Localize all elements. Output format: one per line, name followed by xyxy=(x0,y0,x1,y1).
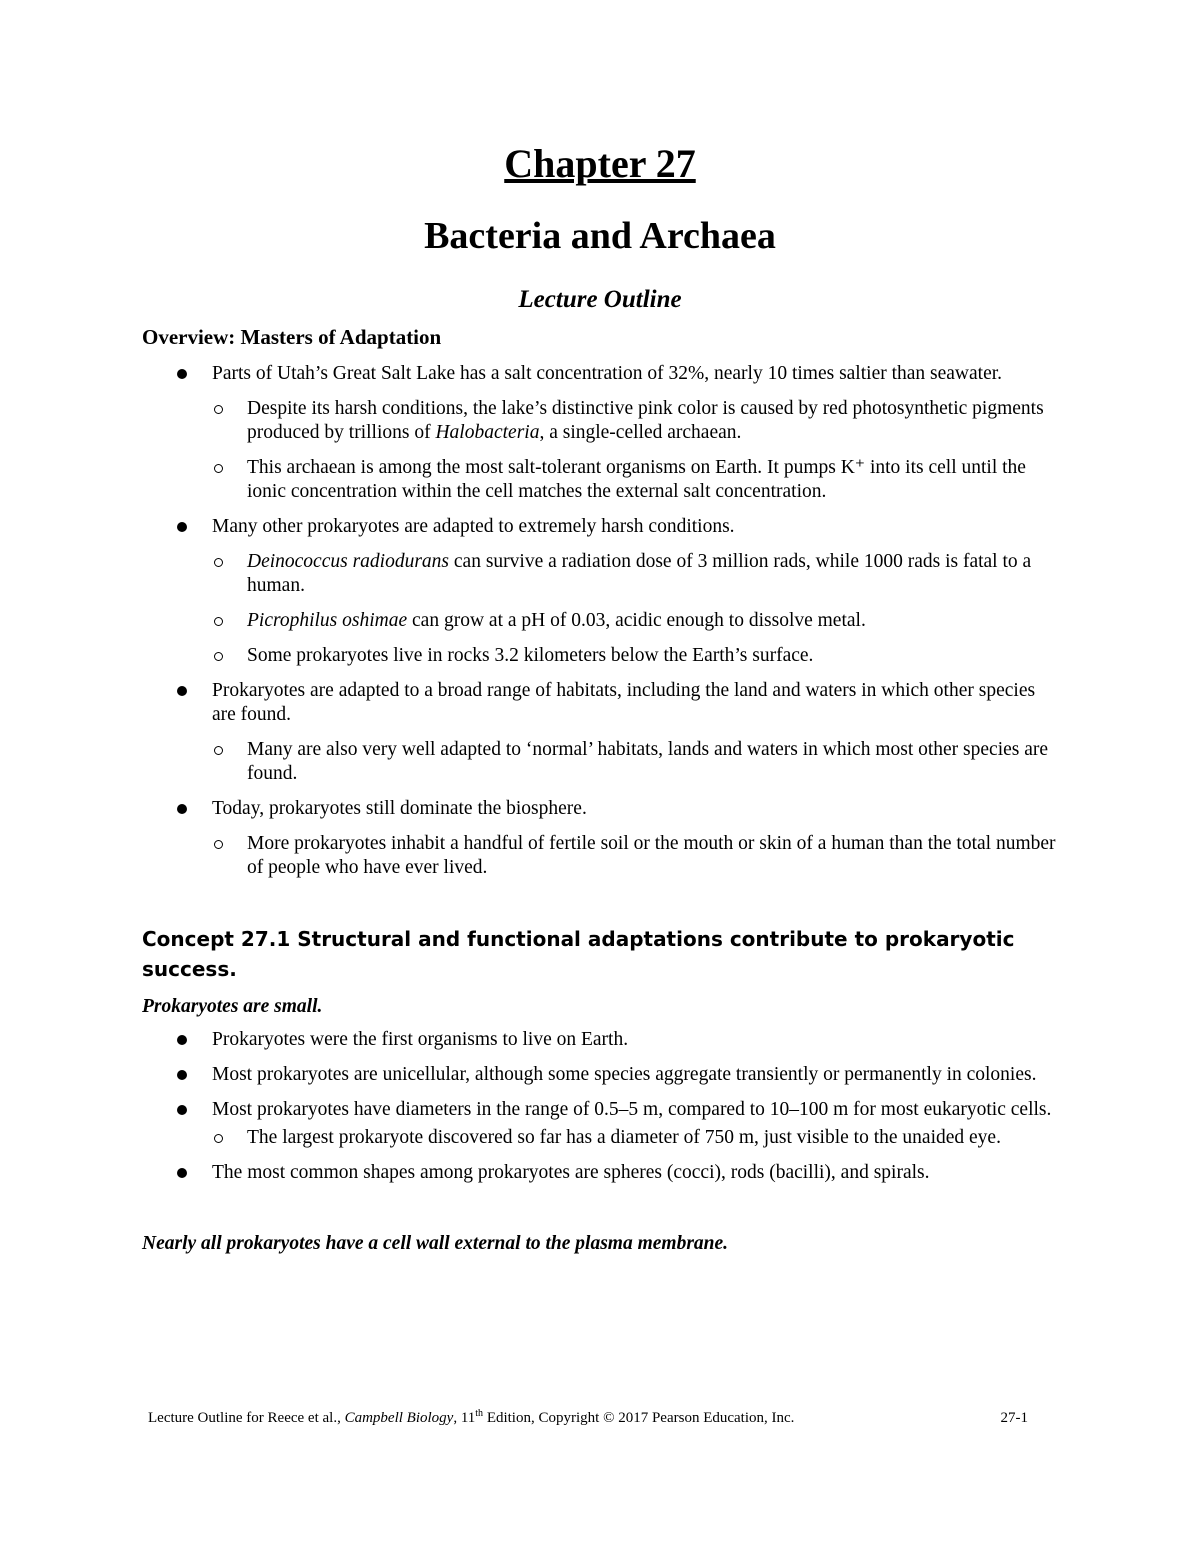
chapter-subtitle: Bacteria and Archaea xyxy=(424,215,776,257)
sub-list-item xyxy=(142,1126,1062,1150)
species-name: Deinococcus radiodurans xyxy=(247,551,450,572)
sub-list-item-text: Despite its harsh conditions, the lake’s distinctive pink color is caused by red photosynthetic pigments produced by trillions of xyxy=(247,398,1044,443)
sub-list-item xyxy=(142,456,1062,504)
list-item xyxy=(142,797,1062,821)
list-item-text: The most common shapes among prokaryotes are spheres (cocci), rods (bacilli), and spirals. xyxy=(212,1162,930,1183)
list-item-text: Today, prokaryotes still dominate the biosphere. xyxy=(212,798,587,819)
bullet-icon xyxy=(177,804,187,814)
footer-superscript: th xyxy=(475,1408,484,1419)
species-name: Picrophilus oshimae xyxy=(247,610,408,631)
list-item-text: Prokaryotes were the first organisms to live on Earth. xyxy=(212,1029,629,1050)
sub-list-item xyxy=(142,738,1062,786)
bullet-icon xyxy=(177,1035,187,1045)
circle-bullet-icon xyxy=(214,840,223,849)
sub-list-item-text: More prokaryotes inhabit a handful of fertile soil or the mouth or skin of a human than the total number of people who have ever lived. xyxy=(247,833,1056,878)
sub-list-item xyxy=(142,550,1062,598)
list-item xyxy=(142,1063,1062,1087)
sub-list-item-text: This archaean is among the most salt-tolerant organisms on Earth. It pumps K⁺ into its cell until the ionic concentration within the cell matches the external salt concentration. xyxy=(247,457,1026,502)
page-number: 27-1 xyxy=(1000,1410,1028,1426)
circle-bullet-icon xyxy=(214,746,223,755)
sub-list-item-text: Some prokaryotes live in rocks 3.2 kilometers below the Earth’s surface. xyxy=(247,645,814,666)
sub-list-item-text: The largest prokaryote discovered so far has a diameter of 750 m, just visible to the unaided eye. xyxy=(247,1127,1001,1148)
subheading-prokaryotes-small: Prokaryotes are small. xyxy=(142,996,323,1017)
sub-list-item-text: can survive a radiation dose of 3 million rads, while 1000 rads is fatal to a human. xyxy=(247,551,1032,596)
bullet-icon xyxy=(177,1168,187,1178)
list-item xyxy=(142,362,1062,386)
document-body xyxy=(142,322,1062,1265)
circle-bullet-icon xyxy=(214,558,223,567)
bullet-icon xyxy=(177,1070,187,1080)
section-heading-overview: Overview: Masters of Adaptation xyxy=(142,325,442,349)
species-name: Halobacteria xyxy=(435,422,540,443)
list-item-text: Most prokaryotes are unicellular, although some species aggregate transiently or permanently in colonies. xyxy=(212,1064,1037,1085)
chapter-title: Chapter 27 xyxy=(504,141,696,186)
circle-bullet-icon xyxy=(214,464,223,473)
list-item xyxy=(142,515,1062,539)
list-item-text: Parts of Utah’s Great Salt Lake has a salt concentration of 32%, nearly 10 times saltier than seawater. xyxy=(212,363,1003,384)
page-footer xyxy=(148,1408,1028,1428)
sub-list-item xyxy=(142,397,1062,445)
list-item-text: Prokaryotes are adapted to a broad range of habitats, including the land and waters in which other species are found. xyxy=(212,680,1036,725)
bullet-icon xyxy=(177,686,187,696)
sub-list-item-text: can grow at a pH of 0.03, acidic enough to dissolve metal. xyxy=(407,610,866,631)
circle-bullet-icon xyxy=(214,652,223,661)
footer-text: , 11 xyxy=(453,1410,476,1426)
outline-label: Lecture Outline xyxy=(518,286,682,313)
sub-list-item xyxy=(142,644,1062,668)
bullet-icon xyxy=(177,1105,187,1115)
footer-text: Lecture Outline for Reece et al., xyxy=(148,1410,345,1426)
footer-text: Edition, Copyright © 2017 Pearson Education, Inc. xyxy=(483,1410,795,1426)
sub-list-item-text: Many are also very well adapted to ‘normal’ habitats, lands and waters in which most other species are found. xyxy=(247,739,1049,784)
list-item xyxy=(142,1028,1062,1052)
section-heading-concept: Concept 27.1 Structural and functional adaptations contribute to prokaryotic success. xyxy=(142,927,1015,981)
list-item xyxy=(142,679,1062,727)
circle-bullet-icon xyxy=(214,405,223,414)
sub-list-item xyxy=(142,832,1062,880)
list-item-text: Many other prokaryotes are adapted to extremely harsh conditions. xyxy=(212,516,735,537)
bullet-icon xyxy=(177,369,187,379)
circle-bullet-icon xyxy=(214,617,223,626)
sub-list-item-text: , a single-celled archaean. xyxy=(539,422,742,443)
list-item xyxy=(142,1098,1062,1122)
footer-book-title: Campbell Biology xyxy=(344,1410,454,1426)
circle-bullet-icon xyxy=(214,1134,223,1143)
subheading-cell-wall: Nearly all prokaryotes have a cell wall external to the plasma membrane. xyxy=(142,1233,729,1254)
list-item xyxy=(142,1161,1062,1185)
bullet-icon xyxy=(177,522,187,532)
list-item-text: Most prokaryotes have diameters in the range of 0.5–5 m, compared to 10–100 m for most eukaryotic cells. xyxy=(212,1099,1052,1120)
sub-list-item xyxy=(142,609,1062,633)
